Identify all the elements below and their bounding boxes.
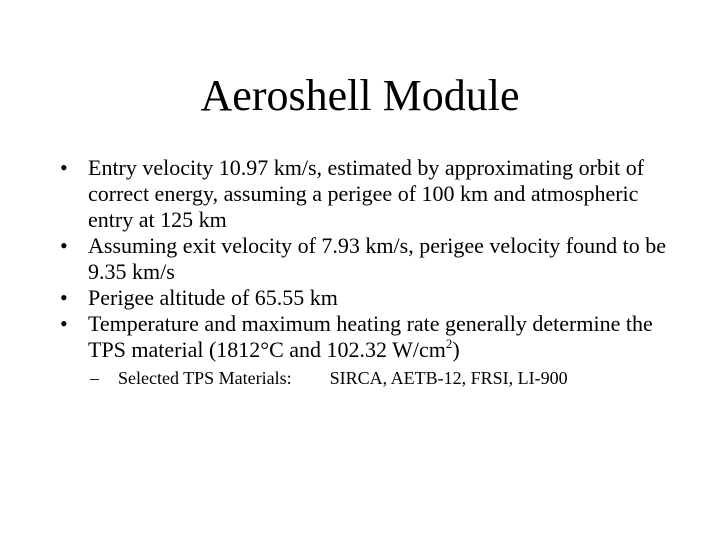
bullet-item (60, 285, 680, 311)
bullet-dot-icon: • (60, 285, 68, 310)
bullet-item (60, 155, 680, 233)
bullet-dot-icon: • (60, 311, 68, 336)
bullet-item (60, 233, 680, 285)
bullet-text: Entry velocity 10.97 km/s, estimated by approximating orbit of correct energy, assuming a perigee of 100 km and atmospheric entry at 125 km (88, 155, 645, 232)
bullet-text: Perigee altitude of 65.55 km (88, 285, 338, 310)
sub-bullet-item (90, 367, 680, 389)
sub-bullet-materials: SIRCA, AETB-12, FRSI, LI-900 (329, 368, 568, 388)
bullet-text: Temperature and maximum heating rate generally determine the TPS material (1812°C and 102.32 W/cm (88, 311, 653, 362)
bullet-item (60, 311, 680, 363)
dash-icon: – (90, 368, 99, 388)
superscript-exponent: 2 (445, 336, 453, 351)
bullet-text-suffix: ) (452, 337, 460, 362)
bullet-dot-icon: • (60, 155, 68, 180)
bullet-text: Assuming exit velocity of 7.93 km/s, perigee velocity found to be 9.35 km/s (88, 233, 667, 284)
slide-title: Aeroshell Module (200, 71, 520, 120)
bullet-dot-icon: • (60, 233, 68, 258)
sub-bullet-label: Selected TPS Materials: (118, 368, 292, 388)
bullet-list (60, 155, 680, 389)
